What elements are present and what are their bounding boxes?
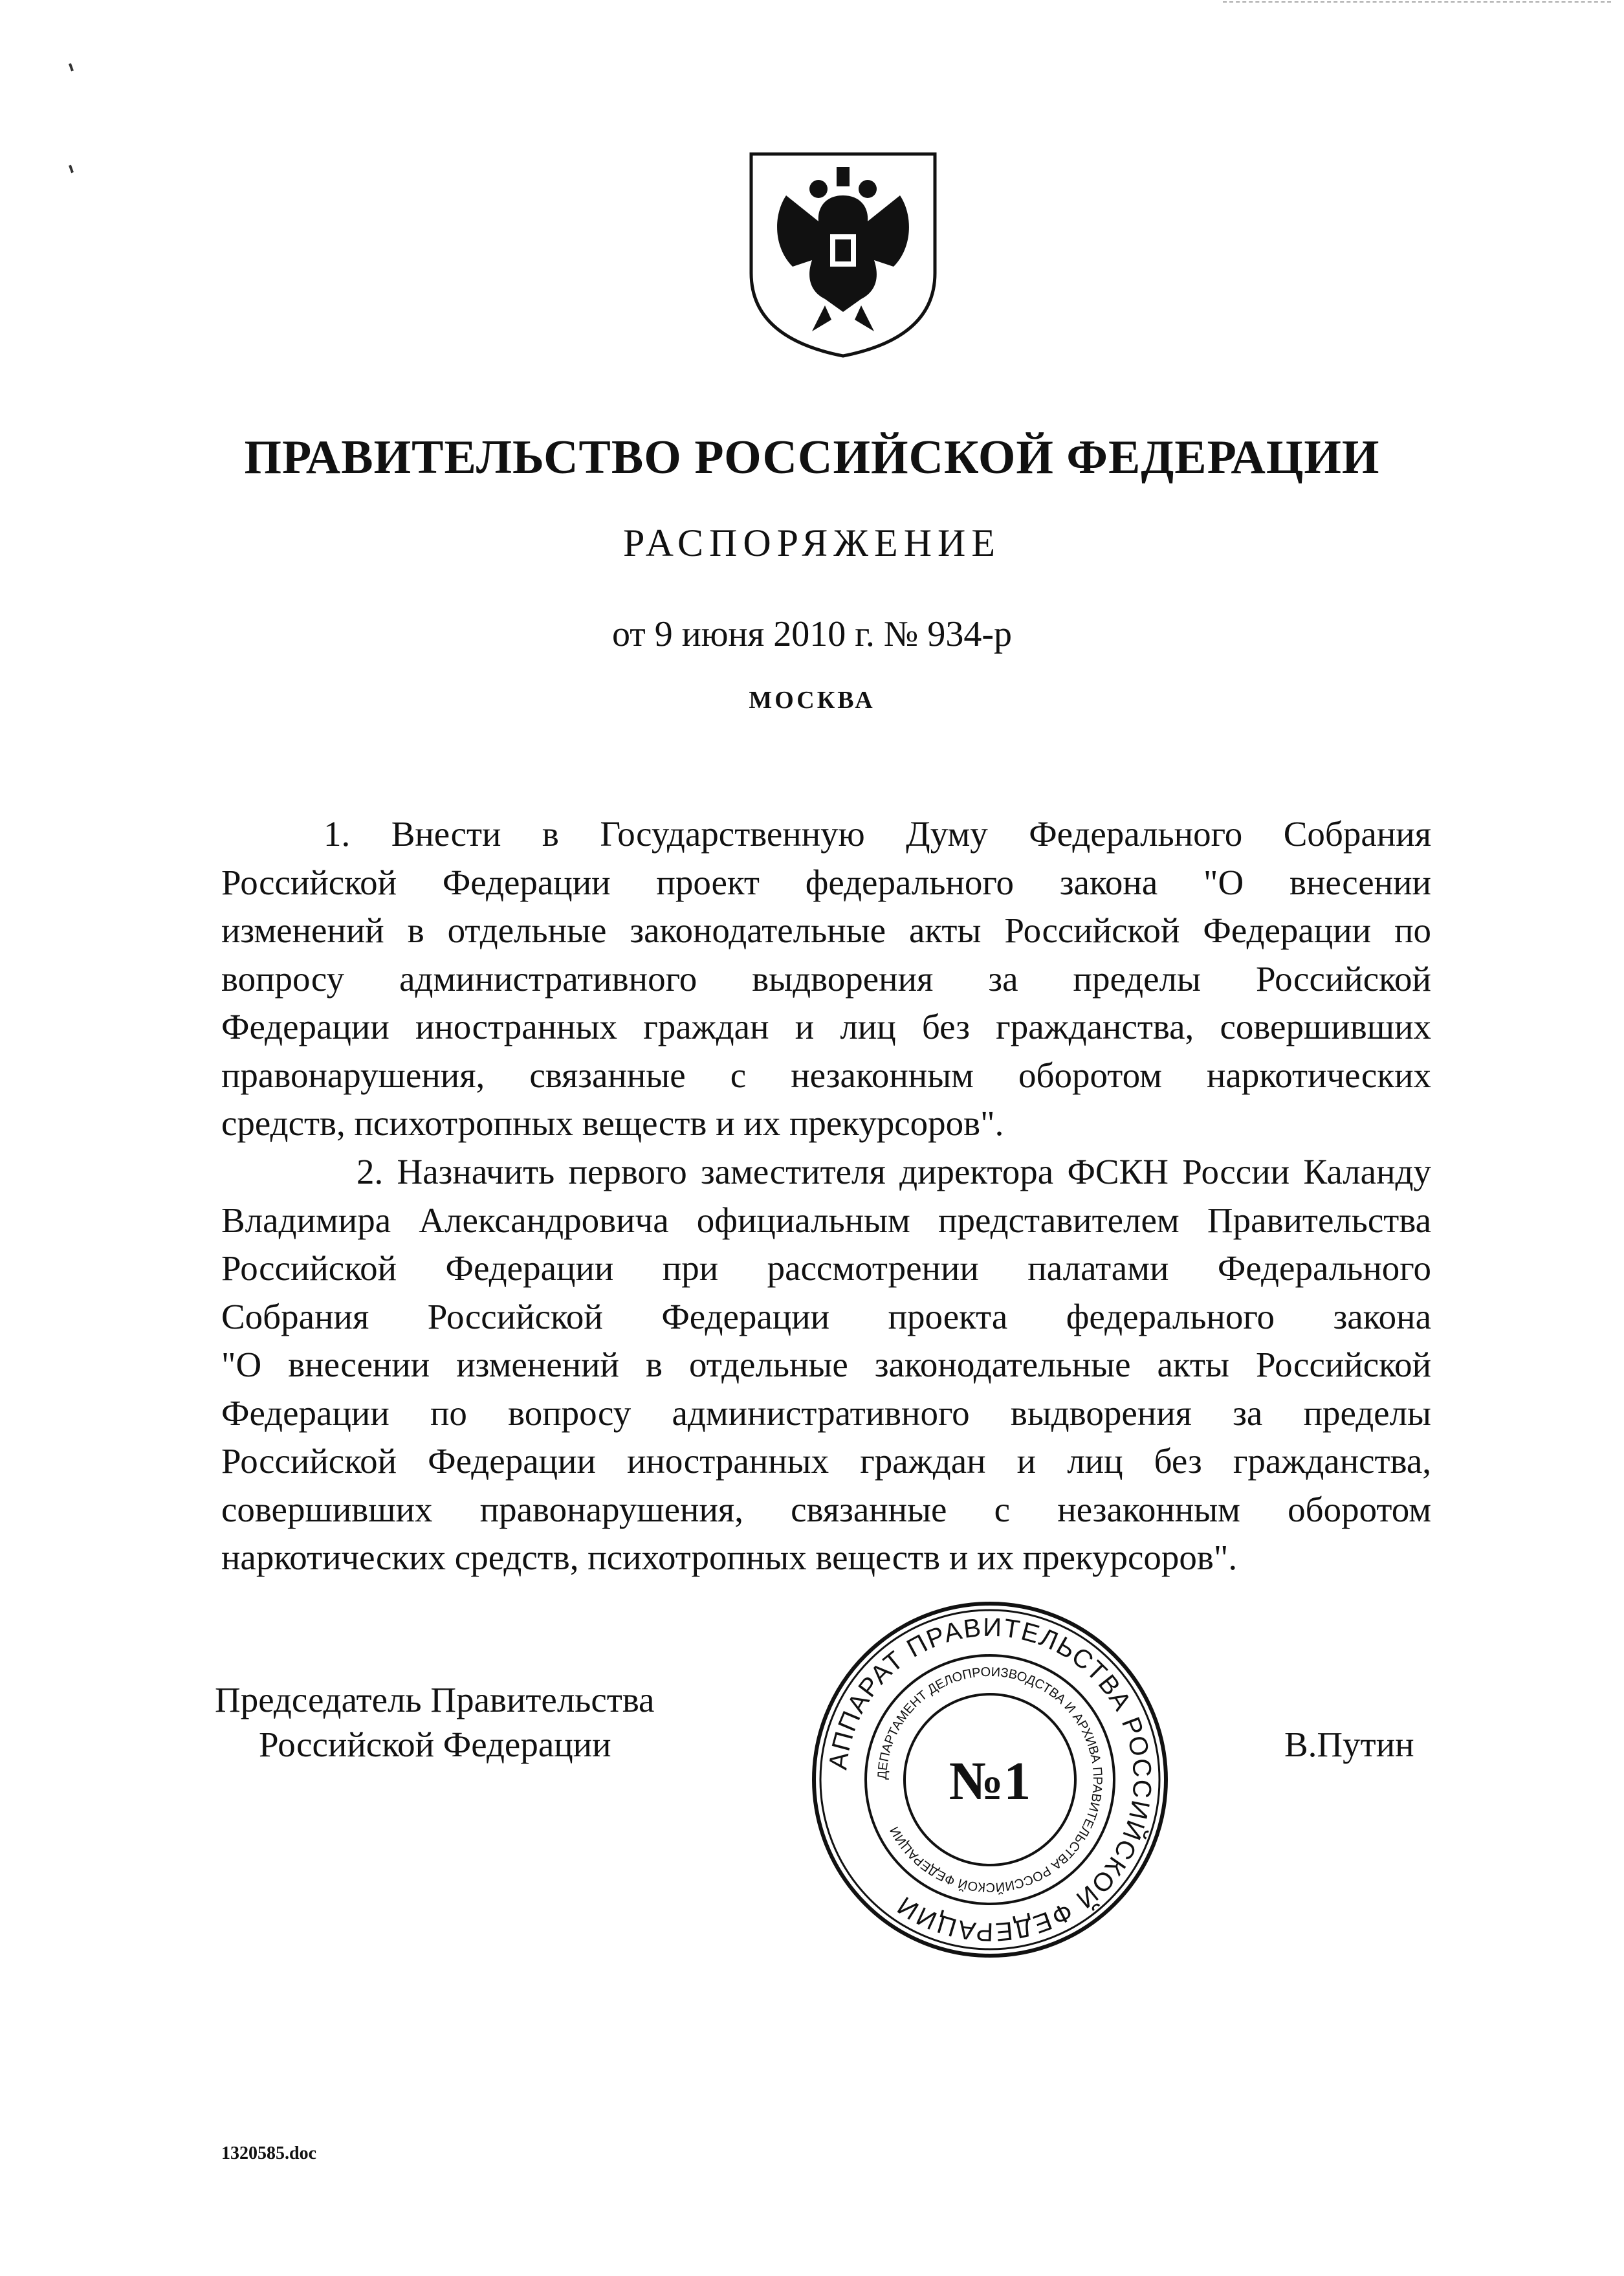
paragraph-line: Собрания Российской Федерации проекта федерального закона <box>221 1296 1431 1336</box>
paragraph-line: Федерации по вопросу административного выдворения за пределы <box>221 1393 1431 1433</box>
paragraph-line: совершивших правонарушения, связанные с незаконным оборотом <box>221 1489 1431 1529</box>
signatory-title-line1: Председатель Правительства <box>215 1680 655 1719</box>
scan-edge-line <box>1223 1 1611 3</box>
paragraph-line: Российской Федерации проект федерального закона "О внесении <box>221 862 1431 902</box>
paragraph-1 <box>221 810 1431 1148</box>
document-type: РАСПОРЯЖЕНИЕ <box>622 522 1002 564</box>
paragraph-line: Федерации иностранных граждан и лиц без гражданства, совершивших <box>221 1007 1431 1046</box>
paragraph-line: Российской Федерации иностранных граждан и лиц без гражданства, <box>221 1441 1431 1481</box>
organization-title: ПРАВИТЕЛЬСТВО РОССИЙСКОЙ ФЕДЕРАЦИИ <box>244 431 1380 484</box>
paragraph-line: правонарушения, связанные с незаконным оборотом наркотических <box>221 1055 1431 1095</box>
scan-mark <box>69 63 74 72</box>
paragraph-line: средств, психотропных веществ и их прекурсоров". <box>221 1103 1004 1143</box>
paragraph-2 <box>221 1148 1431 1582</box>
document-date-number: от 9 июня 2010 г. № 934-р <box>612 614 1012 654</box>
paragraph-line: вопросу административного выдворения за пределы Российской <box>221 958 1431 999</box>
paragraph-line: "О внесении изменений в отдельные законодательные акты Российской <box>221 1345 1431 1384</box>
paragraph-line: наркотических средств, психотропных веществ и их прекурсоров". <box>221 1538 1238 1577</box>
stamp-center-number: №1 <box>949 1751 1031 1811</box>
scan-mark <box>69 165 74 173</box>
paragraph-line: Владимира Александровича официальным представителем Правительства <box>221 1200 1431 1240</box>
signatory-title-line2: Российской Федерации <box>259 1725 611 1764</box>
footer-file-name: 1320585.doc <box>221 2143 316 2163</box>
official-stamp <box>809 1598 1171 1961</box>
coat-of-arms-emblem <box>747 150 939 360</box>
paragraph-line: изменений в отдельные законодательные акты Российской Федерации по <box>221 911 1431 950</box>
stamp-outer-text: АППАРАТ ПРАВИТЕЛЬСТВА РОССИЙСКОЙ ФЕДЕРАЦИИ <box>824 1613 1157 1947</box>
document-city: МОСКВА <box>749 687 875 714</box>
signatory-name: В.Путин <box>1284 1725 1414 1764</box>
paragraph-line: 1. Внести в Государственную Думу Федерального Собрания <box>324 814 1431 854</box>
stamp-inner-text: ДЕПАРТАМЕНТ ДЕЛОПРОИЗВОДСТВА И АРХИВА ПРАВИТЕЛЬСТВА РОССИЙСКОЙ ФЕДЕРАЦИИ <box>875 1664 1105 1895</box>
paragraph-line: Российской Федерации при рассмотрении палатами Федерального <box>221 1248 1431 1288</box>
paragraph-line: 2. Назначить первого заместителя директора ФСКН России Каланду <box>357 1152 1431 1191</box>
